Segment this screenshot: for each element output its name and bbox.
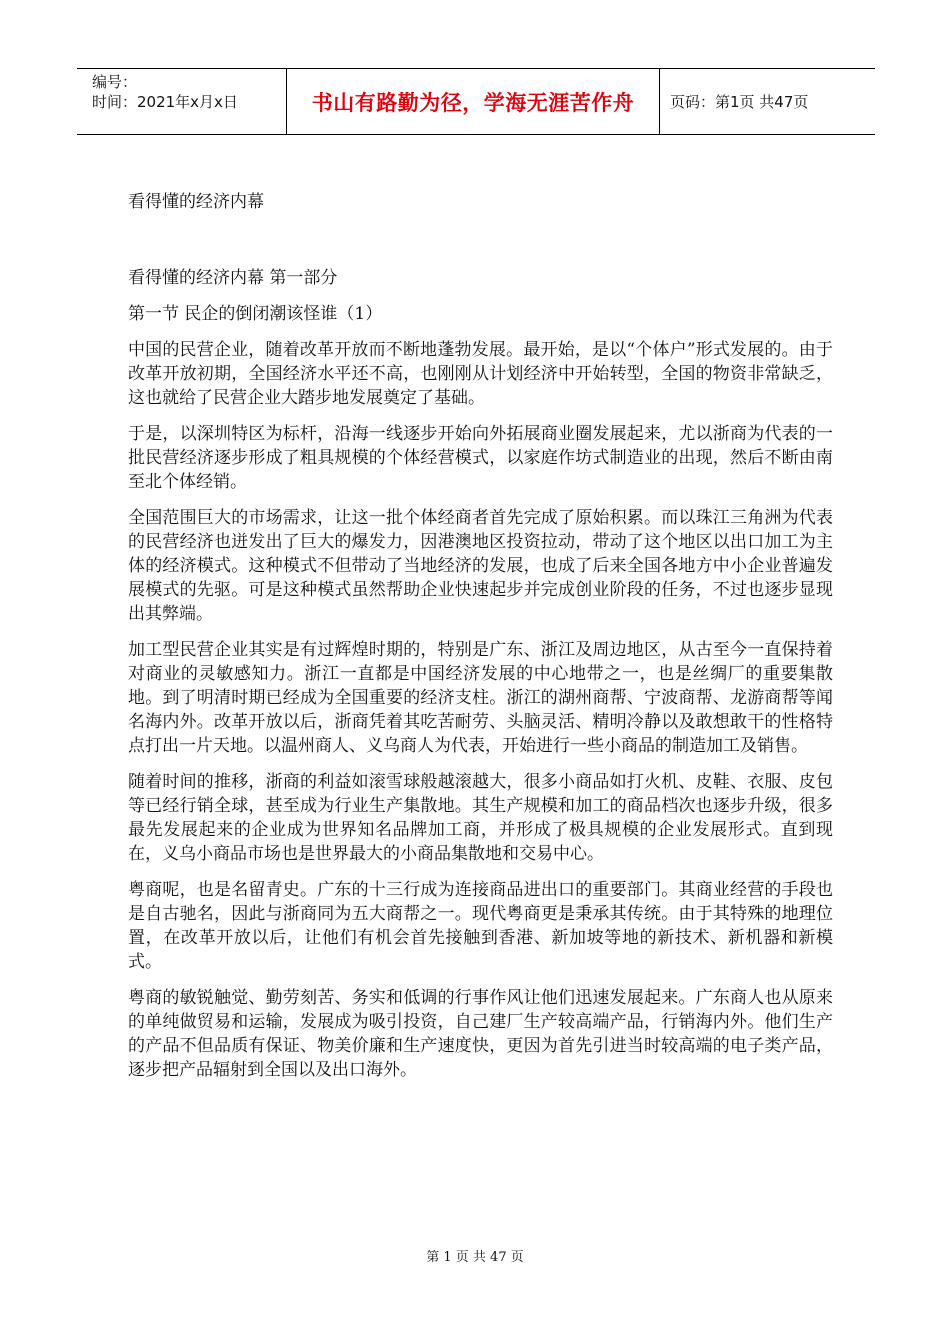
date-label: 时间：2021年x月x日 <box>92 93 238 111</box>
paragraph: 随着时间的推移，浙商的利益如滚雪球般越滚越大，很多小商品如打火机、皮鞋、衣服、皮包等已经行销全球，甚至成为行业生产集散地。其生产规模和加工的商品档次也逐步升级，很多最先发展起来的企业成为世界知名品牌加工商，并形成了极具规模的企业发展形式。直到现在，义乌小商品市场也是世界最大的小商品集散地和交易中心。 <box>128 772 833 864</box>
section-title: 第一节 民企的倒闭潮该怪谁（1） <box>128 304 383 324</box>
paragraph: 粤商的敏锐触觉、勤劳刻苦、务实和低调的行事作风让他们迅速发展起来。广东商人也从原来的单纯做贸易和运输，发展成为吸引投资，自己建厂生产较高端产品，行销海内外。他们生产的产品不但品质有保证、物美价廉和生产速度快，更因为首先引进当时较高端的电子类产品，逐步把产品辐射到全国以及出口海外。 <box>128 988 833 1080</box>
number-label: 编号： <box>92 73 138 91</box>
spacer <box>128 226 833 266</box>
page-label: 页码：第1页 共47页 <box>670 93 809 111</box>
header-page-cell <box>660 69 875 134</box>
motto-text: 书山有路勤为径，学海无涯苦作舟 <box>311 90 635 115</box>
paragraph: 于是，以深圳特区为标杆，沿海一线逐步开始向外拓展商业圈发展起来，尤以浙商为代表的一批民营经济逐步形成了粗具规模的个体经营模式，以家庭作坊式制造业的出现，然后不断由南至北个体经销。 <box>128 424 833 492</box>
header-motto-cell <box>286 69 660 134</box>
paragraph: 加工型民营企业其实是有过辉煌时期的，特别是广东、浙江及周边地区，从古至今一直保持着对商业的灵敏感知力。浙江一直都是中国经济发展的中心地带之一，也是丝绸厂的重要集散地。到了明清时期已经成为全国重要的经济支柱。浙江的湖州商帮、宁波商帮、龙游商帮等闻名海内外。改革开放以后，浙商凭着其吃苦耐劳、头脑灵活、精明冷静以及敢想敢干的性格特点打出一片天地。以温州商人、义乌商人为代表，开始进行一些小商品的制造加工及销售。 <box>128 640 833 756</box>
paragraph: 粤商呢，也是名留青史。广东的十三行成为连接商品进出口的重要部门。其商业经营的手段也是自古驰名，因此与浙商同为五大商帮之一。现代粤商更是秉承其传统。由于其特殊的地理位置，在改革开放以后，让他们有机会首先接触到香港、新加坡等地的新技术、新机器和新模式。 <box>128 880 833 972</box>
header-meta <box>77 69 286 134</box>
page-footer <box>0 1246 950 1265</box>
document-header <box>77 68 875 135</box>
paragraph: 中国的民营企业，随着改革开放而不断地蓬勃发展。最开始，是以“个体户”形式发展的。由于改革开放初期，全国经济水平还不高，也刚刚从计划经济中开始转型，全国的物资非常缺乏，这也就给了民营企业大踏步地发展奠定了基础。 <box>128 340 833 408</box>
footer-page-number: 第 1 页 共 47 页 <box>426 1250 524 1265</box>
document-title: 看得懂的经济内幕 <box>128 192 264 212</box>
part-title: 看得懂的经济内幕 第一部分 <box>128 268 338 288</box>
paragraph: 全国范围巨大的市场需求，让这一批个体经商者首先完成了原始积累。而以珠江三角洲为代表的民营经济也迸发出了巨大的爆发力，因港澳地区投资拉动，带动了这个地区以出口加工为主体的经济模式。这种模式不但带动了当地经济的发展，也成了后来全国各地方中小企业普遍发展模式的先驱。可是这种模式虽然帮助企业快速起步并完成创业阶段的任务，不过也逐步显现出其弊端。 <box>128 508 833 624</box>
document-body <box>128 190 833 1094</box>
